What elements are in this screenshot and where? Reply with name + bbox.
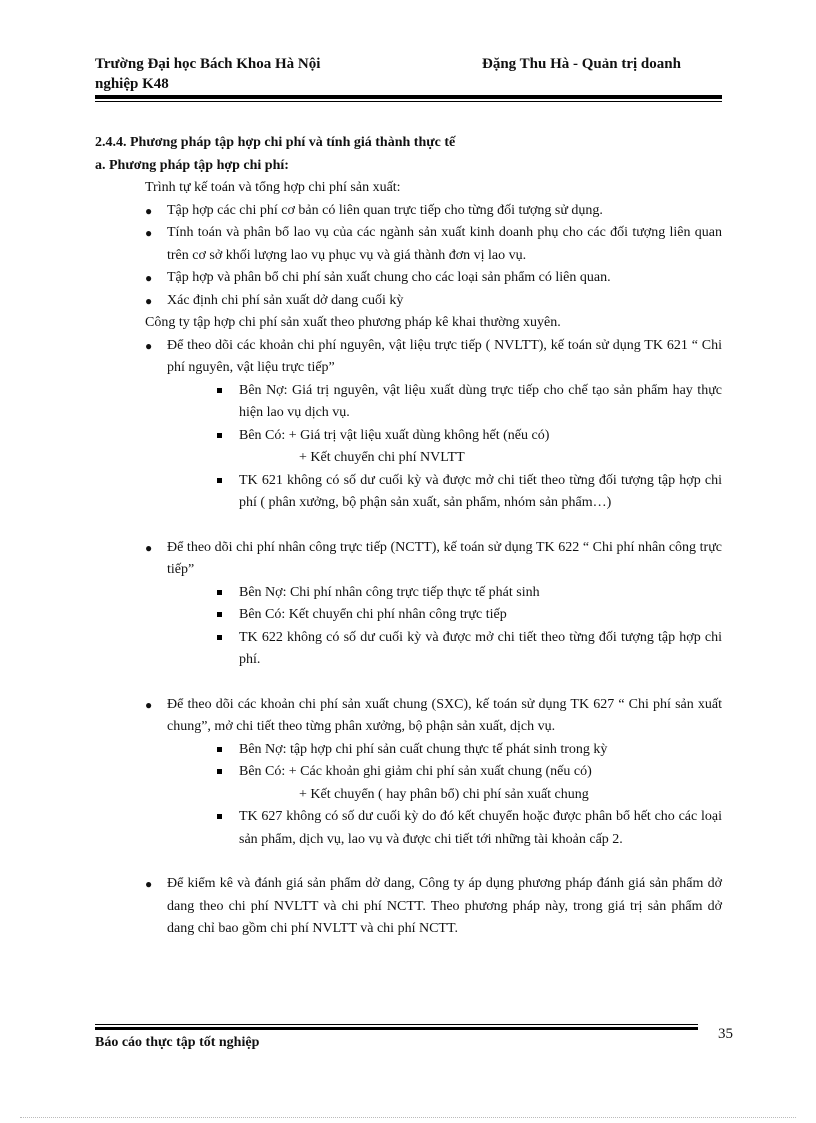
- footer-report-title: Báo cáo thực tập tốt nghiệp: [95, 1035, 260, 1050]
- account-detail: Bên Có: + Giá trị vật liệu xuất dùng không hết (nếu có): [95, 425, 722, 448]
- account-detail-continuation: + Kết chuyển ( hay phân bổ) chi phí sản xuất chung: [299, 786, 589, 802]
- account-detail: TK 622 không có số dư cuối kỳ và được mở chi tiết theo từng đối tượng tập hợp chi phí.: [95, 627, 722, 672]
- step-item: ● Tập hợp và phân bổ chi phí sản xuất chung cho các loại sản phẩm có liên quan.: [95, 267, 722, 290]
- header-school-line1: Trường Đại học Bách Khoa Hà Nội: [95, 56, 321, 72]
- account-detail: Bên Nợ: Chi phí nhân công trực tiếp thực tế phát sinh: [95, 582, 722, 605]
- method-text: Công ty tập hợp chi phí sản xuất theo phương pháp kê khai thường xuyên.: [145, 315, 561, 330]
- footer-rule-thin: [95, 1024, 698, 1025]
- page-number: 35: [718, 1026, 733, 1042]
- square-bullet-icon: [217, 769, 222, 774]
- square-bullet-icon: [217, 612, 222, 617]
- account-group-622: ● Để theo dõi chi phí nhân công trực tiếp (NCTT), kế toán sử dụng TK 622 “ Chi phí nhân công trực tiếp”: [95, 537, 722, 582]
- bullet-icon: ●: [145, 226, 153, 240]
- step-item: ● Tập hợp các chi phí cơ bản có liên quan trực tiếp cho từng đối tượng sử dụng.: [95, 200, 722, 223]
- section-subtitle: a. Phương pháp tập hợp chi phí:: [95, 157, 289, 173]
- section-title: 2.4.4. Phương pháp tập hợp chi phí và tính giá thành thực tế: [95, 135, 456, 150]
- step-item: ● Tính toán và phân bổ lao vụ của các ngành sản xuất kinh doanh phụ cho các đối tượng liên quan trên cơ sở khối lượng lao vụ phục vụ và giá thành đơn vị lao vụ.: [95, 222, 722, 267]
- header-school-line2: nghiệp K48: [95, 76, 169, 92]
- header-rule-thick: [95, 95, 722, 99]
- square-bullet-icon: [217, 388, 222, 393]
- header-school: [95, 54, 320, 94]
- page-edge-divider: [20, 1117, 796, 1118]
- bullet-icon: ●: [145, 293, 153, 308]
- account-detail-continuation: + Kết chuyển chi phí NVLTT: [299, 450, 465, 465]
- bullet-icon: ●: [145, 271, 153, 285]
- bullet-icon: ●: [145, 338, 153, 353]
- step-item: ● Xác định chi phí sản xuất dở dang cuối kỳ: [95, 290, 722, 313]
- square-bullet-icon: [217, 478, 222, 483]
- account-detail: TK 621 không có số dư cuối kỳ và được mở chi tiết theo từng đối tượng tập hợp chi phí ( phân xưởng, bộ phận sản xuất, sản phẩm, nhóm sản phẩm…): [95, 470, 722, 515]
- account-detail: Bên Nợ: tập hợp chi phí sản cuất chung thực tế phát sinh trong kỳ: [95, 739, 722, 762]
- header-rule-thin: [95, 101, 722, 102]
- account-detail: Bên Có: + Các khoản ghi giảm chi phí sản xuất chung (nếu có): [95, 761, 722, 784]
- square-bullet-icon: [217, 635, 222, 640]
- account-detail: Bên Có: Kết chuyển chi phí nhân công trực tiếp: [95, 604, 722, 627]
- bullet-icon: ●: [145, 697, 153, 712]
- wip-valuation: ● Để kiểm kê và đánh giá sản phẩm dở dang, Công ty áp dụng phương pháp đánh giá sản phẩm dở dang theo chi phí NVLTT và chi phí NCTT. Theo phương pháp này, trong giá trị sản phẩm dở dang chỉ bao gồm chi phí NVLTT và chi phí NCTT.: [95, 873, 722, 941]
- square-bullet-icon: [217, 590, 222, 595]
- bullet-icon: ●: [145, 540, 153, 555]
- square-bullet-icon: [217, 747, 222, 752]
- account-detail: TK 627 không có số dư cuối kỳ do đó kết chuyển hoặc được phân bổ hết cho các loại sản phẩm, dịch vụ, lao vụ và được chi tiết tới những tài khoản cấp 2.: [95, 806, 722, 851]
- account-group-627: ● Để theo dõi các khoản chi phí sản xuất chung (SXC), kế toán sử dụng TK 627 “ Chi phí sản xuất chung”, mở chi tiết theo từng phân xưởng, bộ phận sản xuất, dịch vụ.: [95, 694, 722, 739]
- square-bullet-icon: [217, 814, 222, 819]
- account-group-621: ● Để theo dõi các khoản chi phí nguyên, vật liệu trực tiếp ( NVLTT), kế toán sử dụng TK 621 “ Chi phí nguyên, vật liệu trực tiếp”: [95, 335, 722, 380]
- document-body: [95, 132, 722, 941]
- bullet-icon: ●: [145, 877, 153, 891]
- intro-text: Trình tự kế toán và tổng hợp chi phí sản xuất:: [145, 180, 401, 195]
- footer-rule-thick: [95, 1027, 698, 1030]
- account-detail: Bên Nợ: Giá trị nguyên, vật liệu xuất dùng trực tiếp cho chế tạo sản phẩm hay thực hiện lao vụ dịch vụ.: [95, 380, 722, 425]
- square-bullet-icon: [217, 433, 222, 438]
- header-author: Đặng Thu Hà - Quản trị doanh: [482, 56, 681, 72]
- bullet-icon: ●: [145, 203, 153, 218]
